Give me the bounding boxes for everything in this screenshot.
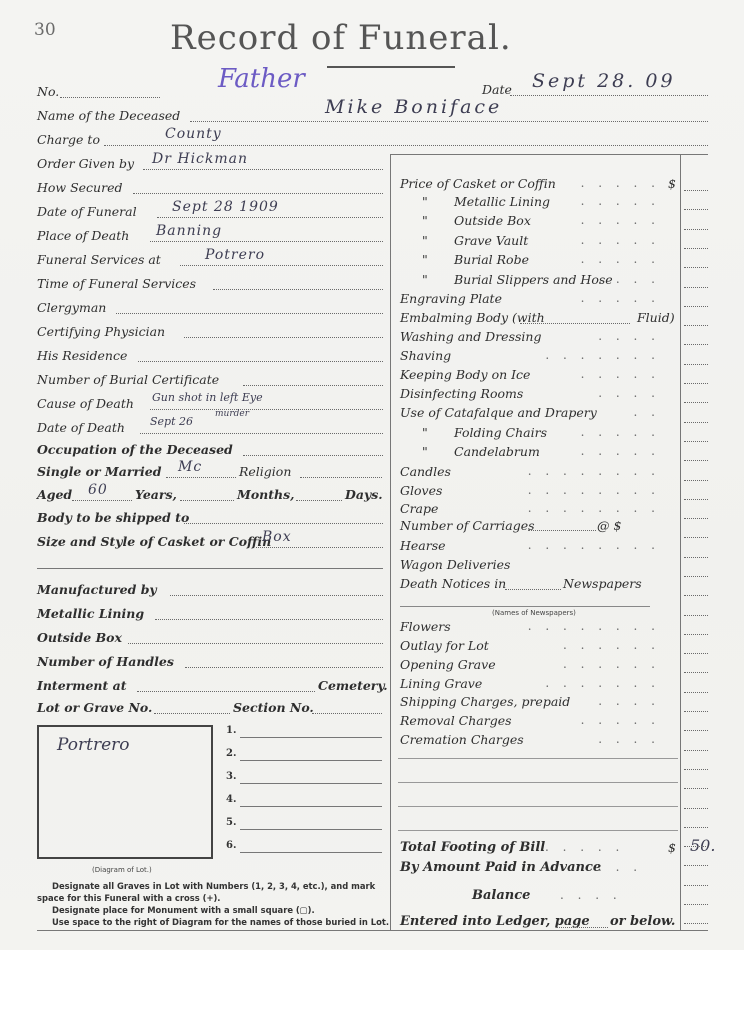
amount-cell — [684, 730, 708, 731]
amount-cell — [684, 209, 708, 210]
charge-label: Candelabrum — [454, 444, 540, 459]
ditto-mark: " — [422, 194, 428, 209]
charge-label: Shipping Charges, prepaid — [400, 694, 571, 709]
field-line — [116, 313, 383, 314]
amount-cell — [684, 672, 708, 673]
paid-label: By Amount Paid in Advance — [400, 860, 602, 875]
charges-amount-rule — [680, 154, 681, 930]
charge-leader: . . . . . . . — [545, 348, 660, 362]
amount-cell — [684, 229, 708, 230]
charge-leader: . . . . . . . . — [527, 483, 660, 497]
charge-leader: . . . . . . . — [545, 676, 660, 690]
charge-leader: . . . . . — [580, 425, 660, 439]
name-line — [190, 121, 708, 122]
charge-leader: . . . . . — [580, 194, 660, 208]
left-separator — [37, 568, 383, 569]
ditto-mark: " — [422, 272, 428, 287]
blank-rule-3 — [398, 806, 678, 807]
charge-label: Cremation Charges — [400, 732, 524, 747]
charge-label: Number of Carriages — [400, 518, 535, 533]
date-value: Sept 28. 09 — [532, 70, 676, 92]
amount-cell — [684, 344, 708, 345]
field-label: Body to be shipped to — [37, 510, 190, 525]
manufacture-label: Number of Handles — [37, 654, 174, 669]
field-line — [166, 477, 236, 478]
charge-leader: . . . . — [598, 732, 660, 746]
bottom-rule — [37, 930, 708, 931]
amount-cell — [684, 769, 708, 770]
date-line — [510, 95, 708, 96]
amount-cell — [684, 865, 708, 866]
charge-leader: . . . . . — [580, 233, 660, 247]
charge-leader: . . . . . . . . — [527, 464, 660, 478]
charge-label: Wagon Deliveries — [400, 557, 511, 572]
amount-cell — [684, 287, 708, 288]
no-label: No. — [37, 84, 60, 99]
grave-line — [240, 829, 382, 830]
instruction-line-1: Designate all Graves in Lot with Numbers (1, 2, 3, 4, etc.), and mark — [52, 881, 376, 891]
field-value: Potrero — [205, 247, 266, 263]
field-line — [256, 547, 383, 548]
charge-label: Burial Slippers and Hose — [454, 272, 613, 287]
amount-cell — [684, 827, 708, 828]
manufacture-label: Interment at — [37, 678, 127, 693]
amount-cell — [684, 306, 708, 307]
no-line — [60, 97, 160, 98]
field-label: Clergyman — [37, 300, 107, 315]
charge-leader: . . . . — [598, 386, 660, 400]
ditto-mark: " — [422, 252, 428, 267]
grave-number: 6. — [226, 840, 237, 851]
lot-diagram-box — [37, 725, 213, 859]
field-value: Sept 28 1909 — [172, 199, 279, 215]
charge-leader: . . . . . — [580, 213, 660, 227]
field-line — [184, 337, 383, 338]
charges-left-rule — [390, 154, 391, 930]
days-label: Days. — [345, 487, 383, 502]
section-line — [312, 713, 382, 714]
amount-cell — [684, 788, 708, 789]
field-label: Number of Burial Certificate — [37, 372, 220, 387]
amount-cell — [684, 576, 708, 577]
diagram-caption: (Diagram of Lot.) — [92, 866, 152, 874]
manufacture-line — [154, 713, 230, 714]
amount-cell — [684, 885, 708, 886]
years-label: Years, — [135, 487, 177, 502]
carriage-rate: @ $ — [597, 518, 622, 533]
grave-number: 5. — [226, 817, 237, 828]
blank-rule-2 — [398, 782, 678, 783]
grave-number: 4. — [226, 794, 237, 805]
charge-label: Disinfecting Rooms — [400, 386, 524, 401]
years-line — [180, 500, 234, 501]
handwritten-note-father: Father — [218, 64, 305, 94]
charge-leader: . . . . . — [580, 444, 660, 458]
field-value: Box — [262, 529, 292, 545]
charge-leader: . . — [633, 405, 660, 419]
charge-leader: . . . . . . . . — [527, 538, 660, 552]
amount-cell — [684, 808, 708, 809]
total-dollar: $ — [668, 840, 676, 855]
ditto-mark: " — [422, 233, 428, 248]
field-line — [243, 385, 383, 386]
charges-top-rule — [390, 154, 708, 155]
total-leader: . . . . . — [545, 840, 625, 854]
charge-label: Lining Grave — [400, 676, 483, 691]
charge-leader: . . . . — [598, 272, 660, 286]
amount-cell — [684, 248, 708, 249]
field-label: Occupation of the Deceased — [37, 442, 233, 457]
charge-label: Engraving Plate — [400, 291, 502, 306]
death-note: murder — [215, 409, 250, 419]
charge-label: Keeping Body on Ice — [400, 367, 531, 382]
amount-cell — [684, 537, 708, 538]
field-line — [143, 169, 383, 170]
newspapers-label: Newspapers — [563, 576, 642, 591]
blank-rule-1 — [398, 758, 678, 759]
charge-dotted-line — [528, 530, 596, 531]
charge-label: Candles — [400, 464, 451, 479]
charge-label: Use of Catafalque and Drapery — [400, 405, 597, 420]
aged-label: Aged — [37, 487, 73, 502]
names-of-newspapers: (Names of Newspapers) — [492, 609, 576, 617]
total-value: 50. — [690, 836, 716, 855]
amount-cell — [684, 615, 708, 616]
field-line — [133, 193, 383, 194]
date-label: Date — [482, 82, 512, 97]
amount-cell — [684, 364, 708, 365]
grave-line — [240, 806, 382, 807]
field-label: Place of Death — [37, 228, 130, 243]
amount-cell — [684, 846, 708, 847]
ditto-mark: " — [422, 444, 428, 459]
amount-cell — [684, 923, 708, 924]
charge-value: County — [165, 126, 222, 142]
charge-label: Metallic Lining — [454, 194, 551, 209]
charge-label: Shaving — [400, 348, 452, 363]
field-line — [140, 433, 383, 434]
balance-label: Balance — [472, 888, 531, 903]
casket-dollar: $ — [668, 176, 676, 191]
field-line — [138, 361, 383, 362]
field-value: Gun shot in left Eye — [152, 391, 263, 404]
charge-leader: . . . . . . . . — [527, 619, 660, 633]
amount-cell — [684, 750, 708, 751]
charge-label: Grave Vault — [454, 233, 529, 248]
fluid-label: Fluid) — [637, 310, 675, 325]
charge-leader: . . . . . — [580, 252, 660, 266]
field-value: Sept 26 — [150, 415, 194, 428]
charge-label: Gloves — [400, 483, 443, 498]
page-number: 30 — [34, 20, 56, 40]
ledger-line — [556, 927, 608, 928]
amount-cell — [684, 557, 708, 558]
charge-label: Charge to — [37, 132, 100, 147]
aged-line — [72, 500, 132, 501]
charge-leader: . . . . . . — [563, 638, 660, 652]
amount-cell — [684, 692, 708, 693]
amount-cell — [684, 441, 708, 442]
charge-label: Washing and Dressing — [400, 329, 542, 344]
name-value: Mike Boniface — [325, 96, 503, 118]
charge-label: Outlay for Lot — [400, 638, 489, 653]
amount-cell — [684, 422, 708, 423]
grave-line — [240, 852, 382, 853]
name-label: Name of the Deceased — [37, 108, 181, 123]
section-label: Section No. — [233, 700, 314, 715]
total-label: Total Footing of Bill — [400, 840, 546, 855]
amount-cell — [684, 325, 708, 326]
newspapers-rule — [400, 606, 650, 607]
charge-leader: . . . . . — [580, 176, 660, 190]
amount-cell — [684, 653, 708, 654]
amount-cell — [684, 383, 708, 384]
field-label: How Secured — [37, 180, 123, 195]
newspapers-dotted-line — [505, 589, 561, 590]
charge-label: Embalming Body (with — [400, 310, 545, 325]
charge-label: Removal Charges — [400, 713, 512, 728]
charge-label: Death Notices in — [400, 576, 507, 591]
charge-leader: . . . . — [598, 694, 660, 708]
manufacture-line — [155, 619, 383, 620]
grave-line — [240, 737, 382, 738]
charge-line — [104, 145, 708, 146]
charge-label: Opening Grave — [400, 657, 496, 672]
manufacture-label: Outside Box — [37, 630, 122, 645]
charge-label: Flowers — [400, 619, 451, 634]
grave-number: 1. — [226, 725, 237, 736]
field-label: Cause of Death — [37, 396, 134, 411]
field-label: Single or Married — [37, 464, 162, 479]
field-value: Dr Hickman — [152, 151, 249, 167]
balance-leader: . . . . — [560, 888, 622, 902]
charge-leader: . . . . . — [580, 367, 660, 381]
field-label: Size and Style of Casket or Coffin — [37, 534, 272, 549]
charge-label: Folding Chairs — [454, 425, 547, 440]
charge-leader: . . . . — [598, 329, 660, 343]
charge-leader: . . . . . . — [563, 657, 660, 671]
grave-number: 2. — [226, 748, 237, 759]
amount-cell — [684, 267, 708, 268]
field-label: Order Given by — [37, 156, 135, 171]
amount-cell — [684, 595, 708, 596]
ditto-mark: " — [422, 425, 428, 440]
field-label: Date of Death — [37, 420, 125, 435]
field-line — [243, 455, 383, 456]
manufacture-line — [170, 595, 383, 596]
religion-line — [300, 477, 382, 478]
grave-line — [240, 783, 382, 784]
ditto-mark: " — [422, 213, 428, 228]
grave-line — [240, 760, 382, 761]
field-line — [184, 523, 383, 524]
months-line — [296, 500, 342, 501]
instruction-line-3: Designate place for Monument with a small square (▢). — [52, 905, 315, 915]
field-line — [213, 289, 383, 290]
charge-dotted-line — [520, 323, 630, 324]
field-line — [150, 409, 383, 410]
amount-cell — [684, 402, 708, 403]
manufacture-line — [128, 643, 383, 644]
religion-label: Religion — [239, 464, 292, 479]
manufacture-line — [185, 667, 383, 668]
amount-cell — [684, 190, 708, 191]
amount-cell — [684, 499, 708, 500]
field-label: Time of Funeral Services — [37, 276, 197, 291]
field-label: Funeral Services at — [37, 252, 161, 267]
field-label: Certifying Physician — [37, 324, 166, 339]
ledger-suffix: or below. — [610, 914, 676, 929]
field-line — [180, 265, 383, 266]
field-line — [157, 217, 383, 218]
ledger-label: Entered into Ledger, page — [400, 914, 590, 929]
amount-cell — [684, 480, 708, 481]
field-value: Mc — [178, 459, 203, 475]
grave-number: 3. — [226, 771, 237, 782]
title-rule — [327, 66, 455, 68]
charge-label: Price of Casket or Coffin — [400, 176, 556, 191]
manufacture-label: Manufactured by — [37, 582, 157, 597]
manufacture-line — [137, 691, 315, 692]
charge-leader: . . . . . — [580, 291, 660, 305]
amount-cell — [684, 460, 708, 461]
field-label: Date of Funeral — [37, 204, 137, 219]
field-line — [150, 241, 383, 242]
charge-leader: . . . . . — [580, 713, 660, 727]
page-title: Record of Funeral. — [170, 18, 512, 58]
manufacture-label: Lot or Grave No. — [37, 700, 153, 715]
cemetery-label: Cemetery. — [318, 678, 388, 693]
charge-label: Burial Robe — [454, 252, 529, 267]
amount-cell — [684, 711, 708, 712]
blank-rule-4 — [398, 830, 678, 831]
field-label: His Residence — [37, 348, 128, 363]
manufacture-label: Metallic Lining — [37, 606, 145, 621]
amount-cell — [684, 518, 708, 519]
field-value: Banning — [156, 223, 223, 239]
instruction-line-2: space for this Funeral with a cross (+). — [37, 893, 221, 903]
charge-leader: . . . . . . . . — [527, 501, 660, 515]
amount-cell — [684, 634, 708, 635]
aged-value: 60 — [88, 482, 108, 498]
diagram-content: Portrero — [57, 735, 130, 755]
charge-label: Hearse — [400, 538, 446, 553]
instruction-line-4: Use space to the right of Diagram for the names of those buried in Lot. — [52, 917, 390, 927]
paid-leader: . . . — [598, 860, 643, 874]
amount-cell — [684, 904, 708, 905]
charge-label: Crape — [400, 501, 439, 516]
charge-label: Outside Box — [454, 213, 531, 228]
months-label: Months, — [237, 487, 295, 502]
